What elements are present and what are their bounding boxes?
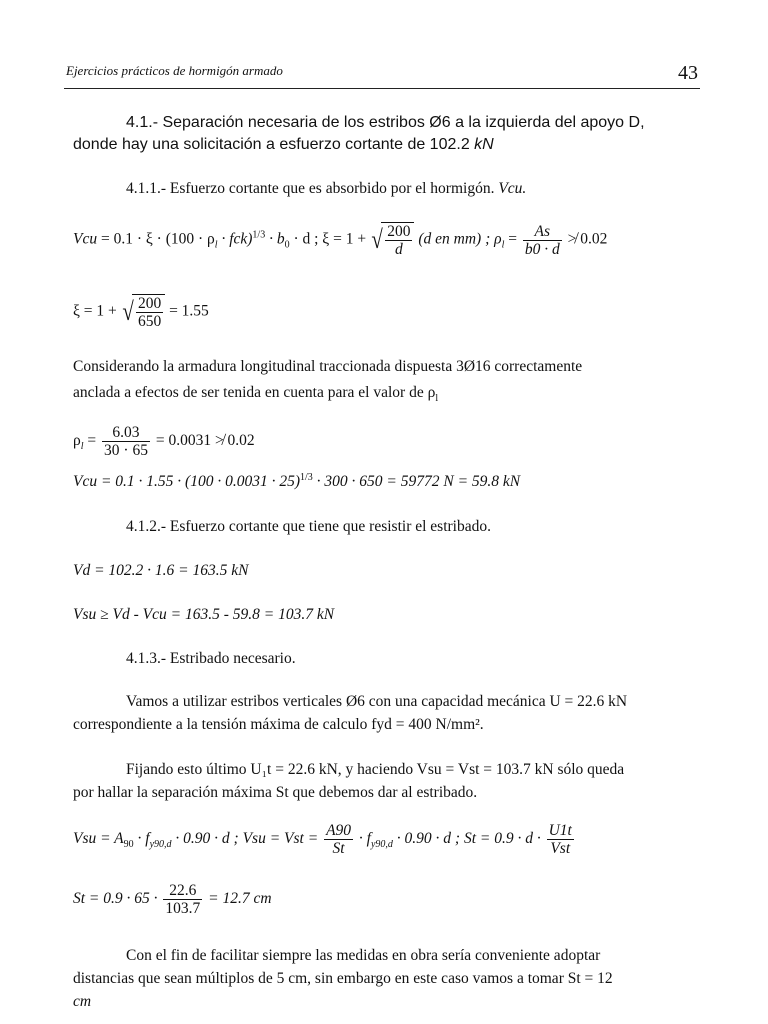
eq7-term-c: · 0.90 · d ; Vsu = Vst = bbox=[171, 830, 323, 848]
eq8-result: = 12.7 cm bbox=[204, 890, 272, 908]
eq7-term-e: · 0.90 · d ; St = 0.9 · d · bbox=[392, 830, 545, 848]
eq1-term-d: · b bbox=[265, 230, 285, 248]
eq1-frac-num: As bbox=[523, 223, 562, 241]
eq1-sqrt: √ $\frac{200}{d}$ bbox=[370, 222, 415, 258]
equation-st-result bbox=[73, 882, 272, 917]
eq1-sup: 1/3 bbox=[252, 229, 266, 241]
eq3-sub: l bbox=[80, 441, 84, 453]
header-rule bbox=[64, 88, 700, 89]
paragraph-2-line1: Vamos a utilizar estribos verticales Ø6 con una capacidad mecánica U = 22.6 kN bbox=[126, 693, 628, 710]
equation-vd: Vd = 102.2 · 1.6 = 163.5 kN bbox=[73, 562, 249, 579]
eq8-term-a: St = 0.9 · 65 · bbox=[73, 890, 162, 908]
eq1-vcu: Vcu bbox=[73, 230, 98, 248]
eq2-term-a: ξ = 1 + bbox=[73, 302, 121, 320]
eq1-sub-0: 0 bbox=[284, 239, 290, 251]
paragraph-2-line2: correspondiente a la tensión máxima de calculo fyd = 400 N/mm². bbox=[73, 716, 484, 733]
equation-xi bbox=[73, 294, 209, 330]
equation-rho bbox=[73, 424, 255, 459]
eq4-sup: 1/3 bbox=[300, 472, 313, 483]
paragraph-1-line1: Considerando la armadura longitudinal traccionada dispuesta 3Ø16 correctamente bbox=[73, 358, 583, 375]
section-4-1-heading-line2 bbox=[73, 136, 494, 154]
eq7-term-d: · f bbox=[355, 830, 371, 848]
eq1-sqrt-num: 200 bbox=[387, 223, 411, 240]
eq1-frac-den: b0 · d bbox=[524, 240, 560, 258]
eq3-rho: ρ bbox=[73, 432, 81, 450]
eq1-eq: = bbox=[504, 230, 521, 248]
section-4-1-heading-unit: kN bbox=[474, 136, 494, 153]
paragraph-3-line2: por hallar la separación máxima St que debemos dar al estribado. bbox=[73, 784, 478, 801]
eq2-result: = 1.55 bbox=[165, 302, 209, 320]
section-4-1-1-heading bbox=[126, 180, 526, 198]
eq7-sub-d: y90,d bbox=[370, 839, 393, 851]
equation-st-formula bbox=[73, 822, 576, 857]
eq2-sqrt-den: 650 bbox=[137, 313, 162, 330]
paragraph-3-line1: Fijando esto último U₁t = 22.6 kN, y haciendo Vsu = Vst = 103.7 kN sólo queda bbox=[126, 761, 625, 778]
section-4-1-1-heading-text: 4.1.1.- Esfuerzo cortante que es absorbido por el hormigón. bbox=[126, 180, 499, 197]
eq3-fraction bbox=[102, 424, 150, 459]
eq1-sqrt-den: d bbox=[394, 241, 403, 258]
eq1-sub-l2: l bbox=[501, 239, 505, 251]
section-4-1-heading-line1: 4.1.- Separación necesaria de los estribos Ø6 a la izquierda del apoyo D, bbox=[126, 114, 645, 131]
eq7-sub-b: y90,d bbox=[149, 839, 172, 851]
section-4-1-1-heading-symbol: Vcu. bbox=[498, 180, 527, 197]
paragraph-4-line3: cm bbox=[73, 993, 92, 1010]
eq7-frac1-num: A90 bbox=[326, 822, 352, 839]
eq7-fraction-1 bbox=[324, 822, 353, 857]
section-4-1-3-heading: 4.1.3.- Estribado necesario. bbox=[126, 650, 296, 667]
eq3-frac-den: 30 · 65 bbox=[104, 442, 148, 459]
eq3-frac-num: 6.03 bbox=[102, 424, 150, 442]
equation-vsu: Vsu ≥ Vd - Vcu = 163.5 - 59.8 = 103.7 kN bbox=[73, 606, 335, 623]
section-4-1-heading-line2-text: donde hay una solicitación a esfuerzo cortante de 102.2 bbox=[73, 136, 475, 153]
paragraph-1-line2-text: anclada a efectos de ser tenida en cuenta para el valor de ρ bbox=[73, 384, 436, 401]
paragraph-1-line2 bbox=[73, 384, 438, 404]
paragraph-4-line2: distancias que sean múltiplos de 5 cm, sin embargo en este caso vamos a tomar St = 12 bbox=[73, 970, 613, 987]
eq7-frac2-num: U1t bbox=[548, 822, 572, 839]
eq1-sub-l: l bbox=[214, 239, 218, 251]
eq4-rest: · 300 · 650 = 59772 N = 59.8 kN bbox=[312, 473, 521, 491]
eq8-frac-den: 103.7 bbox=[165, 900, 201, 917]
equation-vcu-result bbox=[73, 472, 520, 491]
eq2-sqrt-num: 200 bbox=[137, 295, 162, 312]
eq1-term-c: · fck) bbox=[217, 230, 253, 248]
paragraph-4-line1: Con el fin de facilitar siempre las medidas en obra sería conveniente adoptar bbox=[126, 947, 601, 964]
eq4-text: Vcu = 0.1 · 1.55 · (100 · 0.0031 · 25) bbox=[73, 473, 301, 491]
equation-vcu-formula bbox=[73, 222, 607, 258]
section-4-1-2-heading: 4.1.2.- Esfuerzo cortante que tiene que resistir el estribado. bbox=[126, 518, 491, 535]
eq7-sub-a: 90 bbox=[123, 839, 134, 851]
eq7-term-b: · f bbox=[133, 830, 150, 848]
running-header-title: Ejercicios prácticos de hormigón armado bbox=[66, 63, 283, 78]
eq1-term-f: (d en mm) ; ρ bbox=[414, 230, 502, 248]
eq1-term-e: · d ; ξ = 1 + bbox=[289, 230, 370, 248]
eq7-term-a: Vsu = A bbox=[73, 830, 124, 848]
eq1-term-b: = 0.1 · ξ · (100 · ρ bbox=[97, 230, 215, 248]
eq7-frac1-den: St bbox=[332, 840, 345, 857]
eq1-limit: ≯ 0.02 bbox=[563, 230, 608, 248]
eq8-fraction bbox=[163, 882, 202, 917]
eq2-sqrt: √ $\frac{200}{650}$ bbox=[121, 294, 166, 330]
eq3-result: = 0.0031 ≯ 0.02 bbox=[151, 432, 255, 450]
eq8-frac-num: 22.6 bbox=[163, 882, 202, 900]
eq7-frac2-den: Vst bbox=[550, 840, 571, 857]
eq1-fraction bbox=[523, 223, 562, 258]
eq3-eq: = bbox=[83, 432, 101, 450]
paragraph-1-sub: l bbox=[435, 393, 439, 405]
eq7-fraction-2 bbox=[547, 822, 574, 857]
page-number: 43 bbox=[678, 62, 698, 84]
